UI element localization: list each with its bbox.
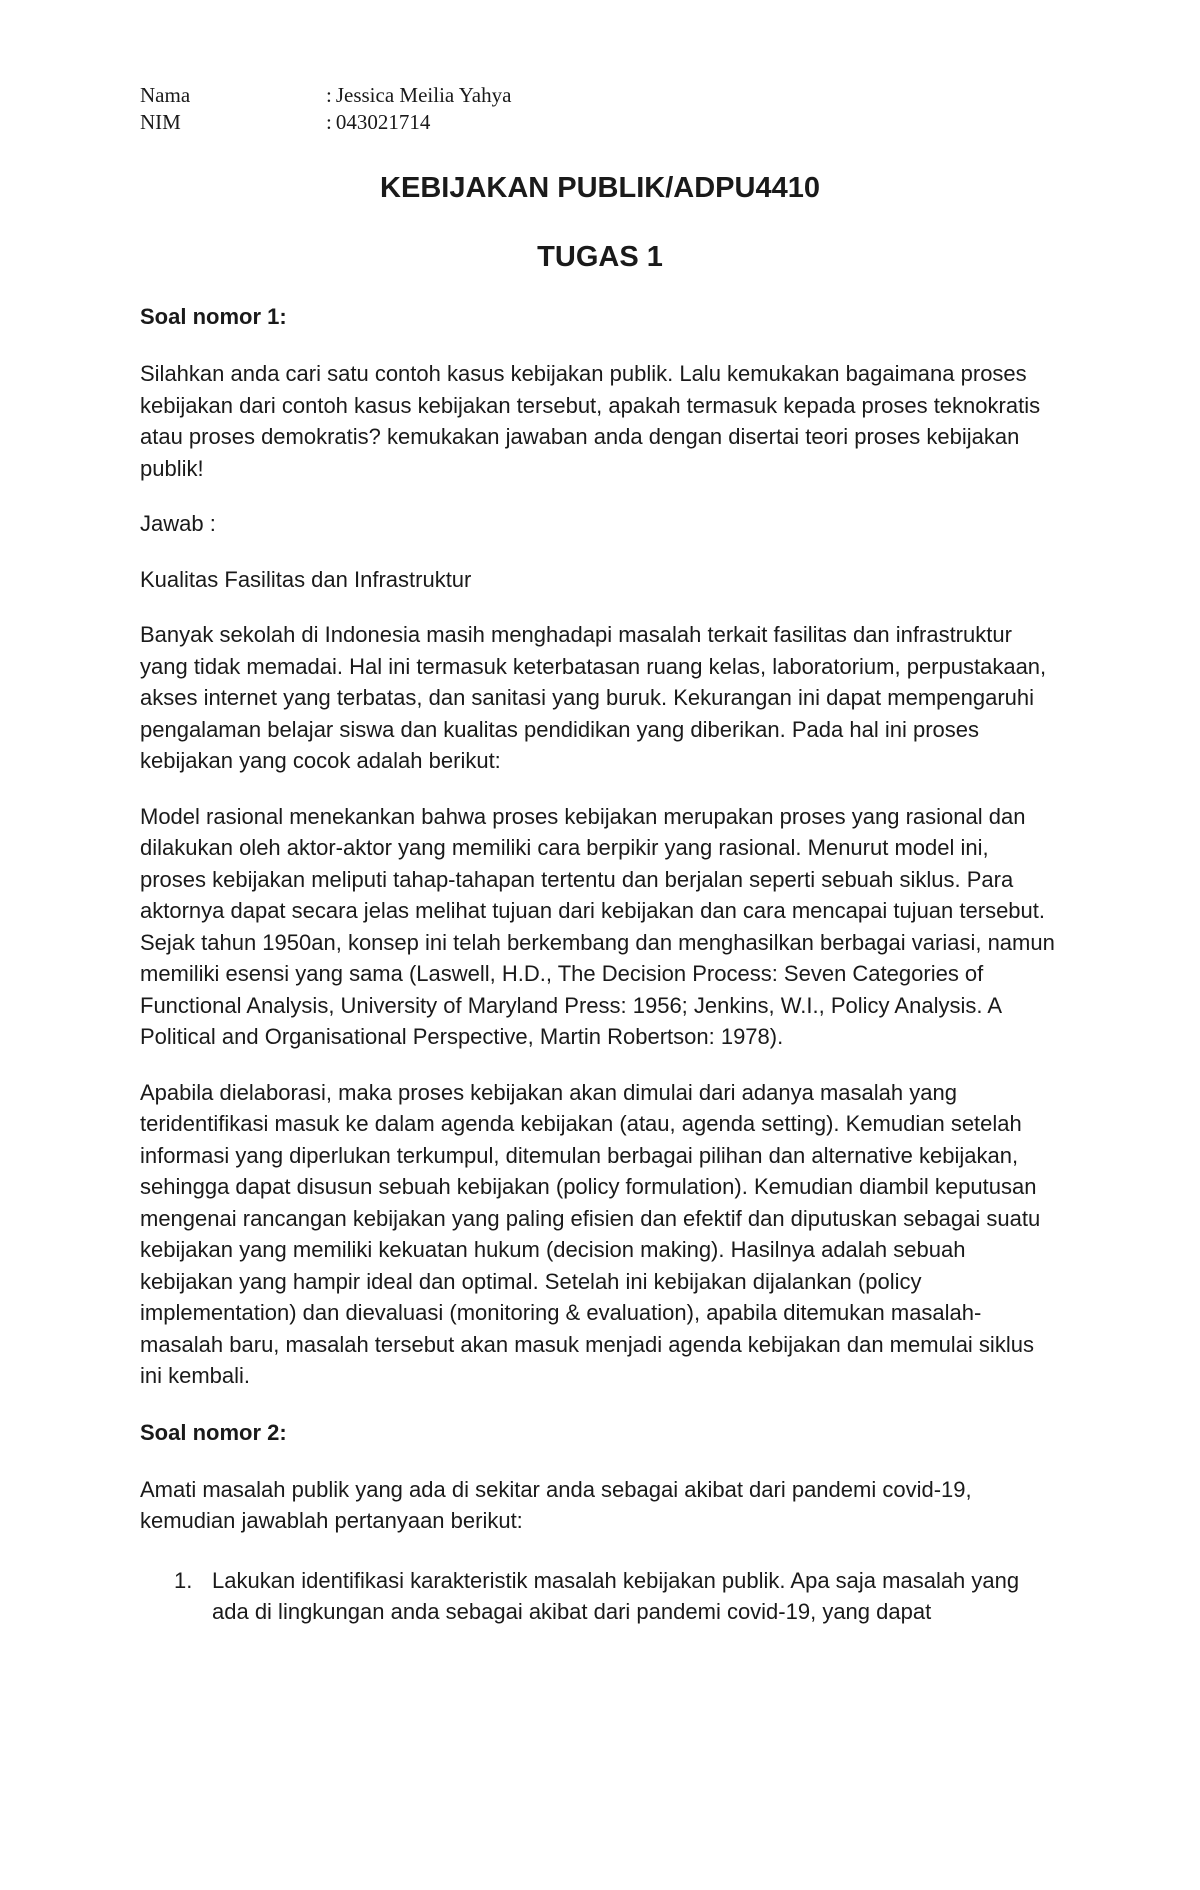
answer-paragraph-3: Apabila dielaborasi, maka proses kebijakan akan dimulai dari adanya masalah yang teridentifikasi masuk ke dalam agenda kebijakan (atau, agenda setting). Kemudian setelah informasi yang diperlukan terkumpul, ditemulan berbagai pilihan dan alternative kebijakan, sehingga dapat disusun sebuah kebijakan (policy formulation). Kemudian diambil keputusan mengenai rancangan kebijakan yang paling efisien dan efektif dan diputuskan sebagai suatu kebijakan yang memiliki kekuatan hukum (decision making). Hasilnya adalah sebuah kebijakan yang hampir ideal dan optimal. Setelah ini kebijakan dijalankan (policy implementation) dan dievaluasi (monitoring & evaluation), apabila ditemukan masalah-masalah baru, masalah tersebut akan masuk menjadi agenda kebijakan dan memulai siklus ini kembali. <box>140 1079 1041 1388</box>
name-label: Nama <box>140 83 191 107</box>
nim-label: NIM <box>140 110 181 134</box>
name-row <box>140 82 1060 109</box>
answer-topic: Kualitas Fasilitas dan Infrastruktur <box>140 566 472 592</box>
answer-label: Jawab : <box>140 511 216 536</box>
list-item <box>140 1565 1060 1628</box>
document-subtitle: TUGAS 1 <box>537 241 663 273</box>
soal-1-question: Silahkan anda cari satu contoh kasus kebijakan publik. Lalu kemukakan bagaimana proses kebijakan dari contoh kasus kebijakan tersebut, apakah termasuk kepada proses teknokratis atau proses demokratis? kemukakan jawaban anda dengan disertai teori proses kebijakan publik! <box>140 361 1041 481</box>
soal-2-intro: Amati masalah publik yang ada di sekitar anda sebagai akibat dari pandemi covid-19, kemudian jawablah pertanyaan berikut: <box>140 1476 972 1533</box>
soal-2-list <box>140 1565 1060 1628</box>
name-value: Jessica Meilia Yahya <box>335 83 512 107</box>
soal-2-heading: Soal nomor 2: <box>140 1419 287 1445</box>
document-content <box>140 82 1060 1628</box>
answer-paragraph-2: Model rasional menekankan bahwa proses kebijakan merupakan proses yang rasional dan dilakukan oleh aktor-aktor yang memiliki cara berpikir yang rasional. Menurut model ini, proses kebijakan meliputi tahap-tahapan tertentu dan berjalan seperti sebuah siklus. Para aktornya dapat secara jelas melihat tujuan dari kebijakan dan cara mencapai tujuan tersebut. Sejak tahun 1950an, konsep ini telah berkembang dan menghasilkan berbagai variasi, namun memiliki esensi yang sama (Laswell, H.D., The Decision Process: Seven Categories of Functional Analysis, University of Maryland Press: 1956; Jenkins, W.I., Policy Analysis. A Political and Organisational Perspective, Martin Robertson: 1978). <box>140 803 1055 1049</box>
student-info <box>140 82 1060 136</box>
soal-1-heading: Soal nomor 1: <box>140 304 287 329</box>
name-separator: : <box>326 83 332 107</box>
nim-value: 043021714 <box>335 110 431 134</box>
list-item-number: 1. <box>174 1567 193 1593</box>
nim-separator: : <box>326 110 332 134</box>
document-title: KEBIJAKAN PUBLIK/ADPU4410 <box>380 172 820 204</box>
list-item-text: Lakukan identifikasi karakteristik masalah kebijakan publik. Apa saja masalah yang ada di lingkungan anda sebagai akibat dari pandemi covid-19, yang dapat <box>212 1567 1020 1624</box>
nim-row <box>140 109 1060 136</box>
answer-paragraph-1: Banyak sekolah di Indonesia masih menghadapi masalah terkait fasilitas dan infrastruktur yang tidak memadai. Hal ini termasuk keterbatasan ruang kelas, laboratorium, perpustakaan, akses internet yang terbatas, dan sanitasi yang buruk. Kekurangan ini dapat mempengaruhi pengalaman belajar siswa dan kualitas pendidikan yang diberikan. Pada hal ini proses kebijakan yang cocok adalah berikut: <box>140 622 1047 773</box>
